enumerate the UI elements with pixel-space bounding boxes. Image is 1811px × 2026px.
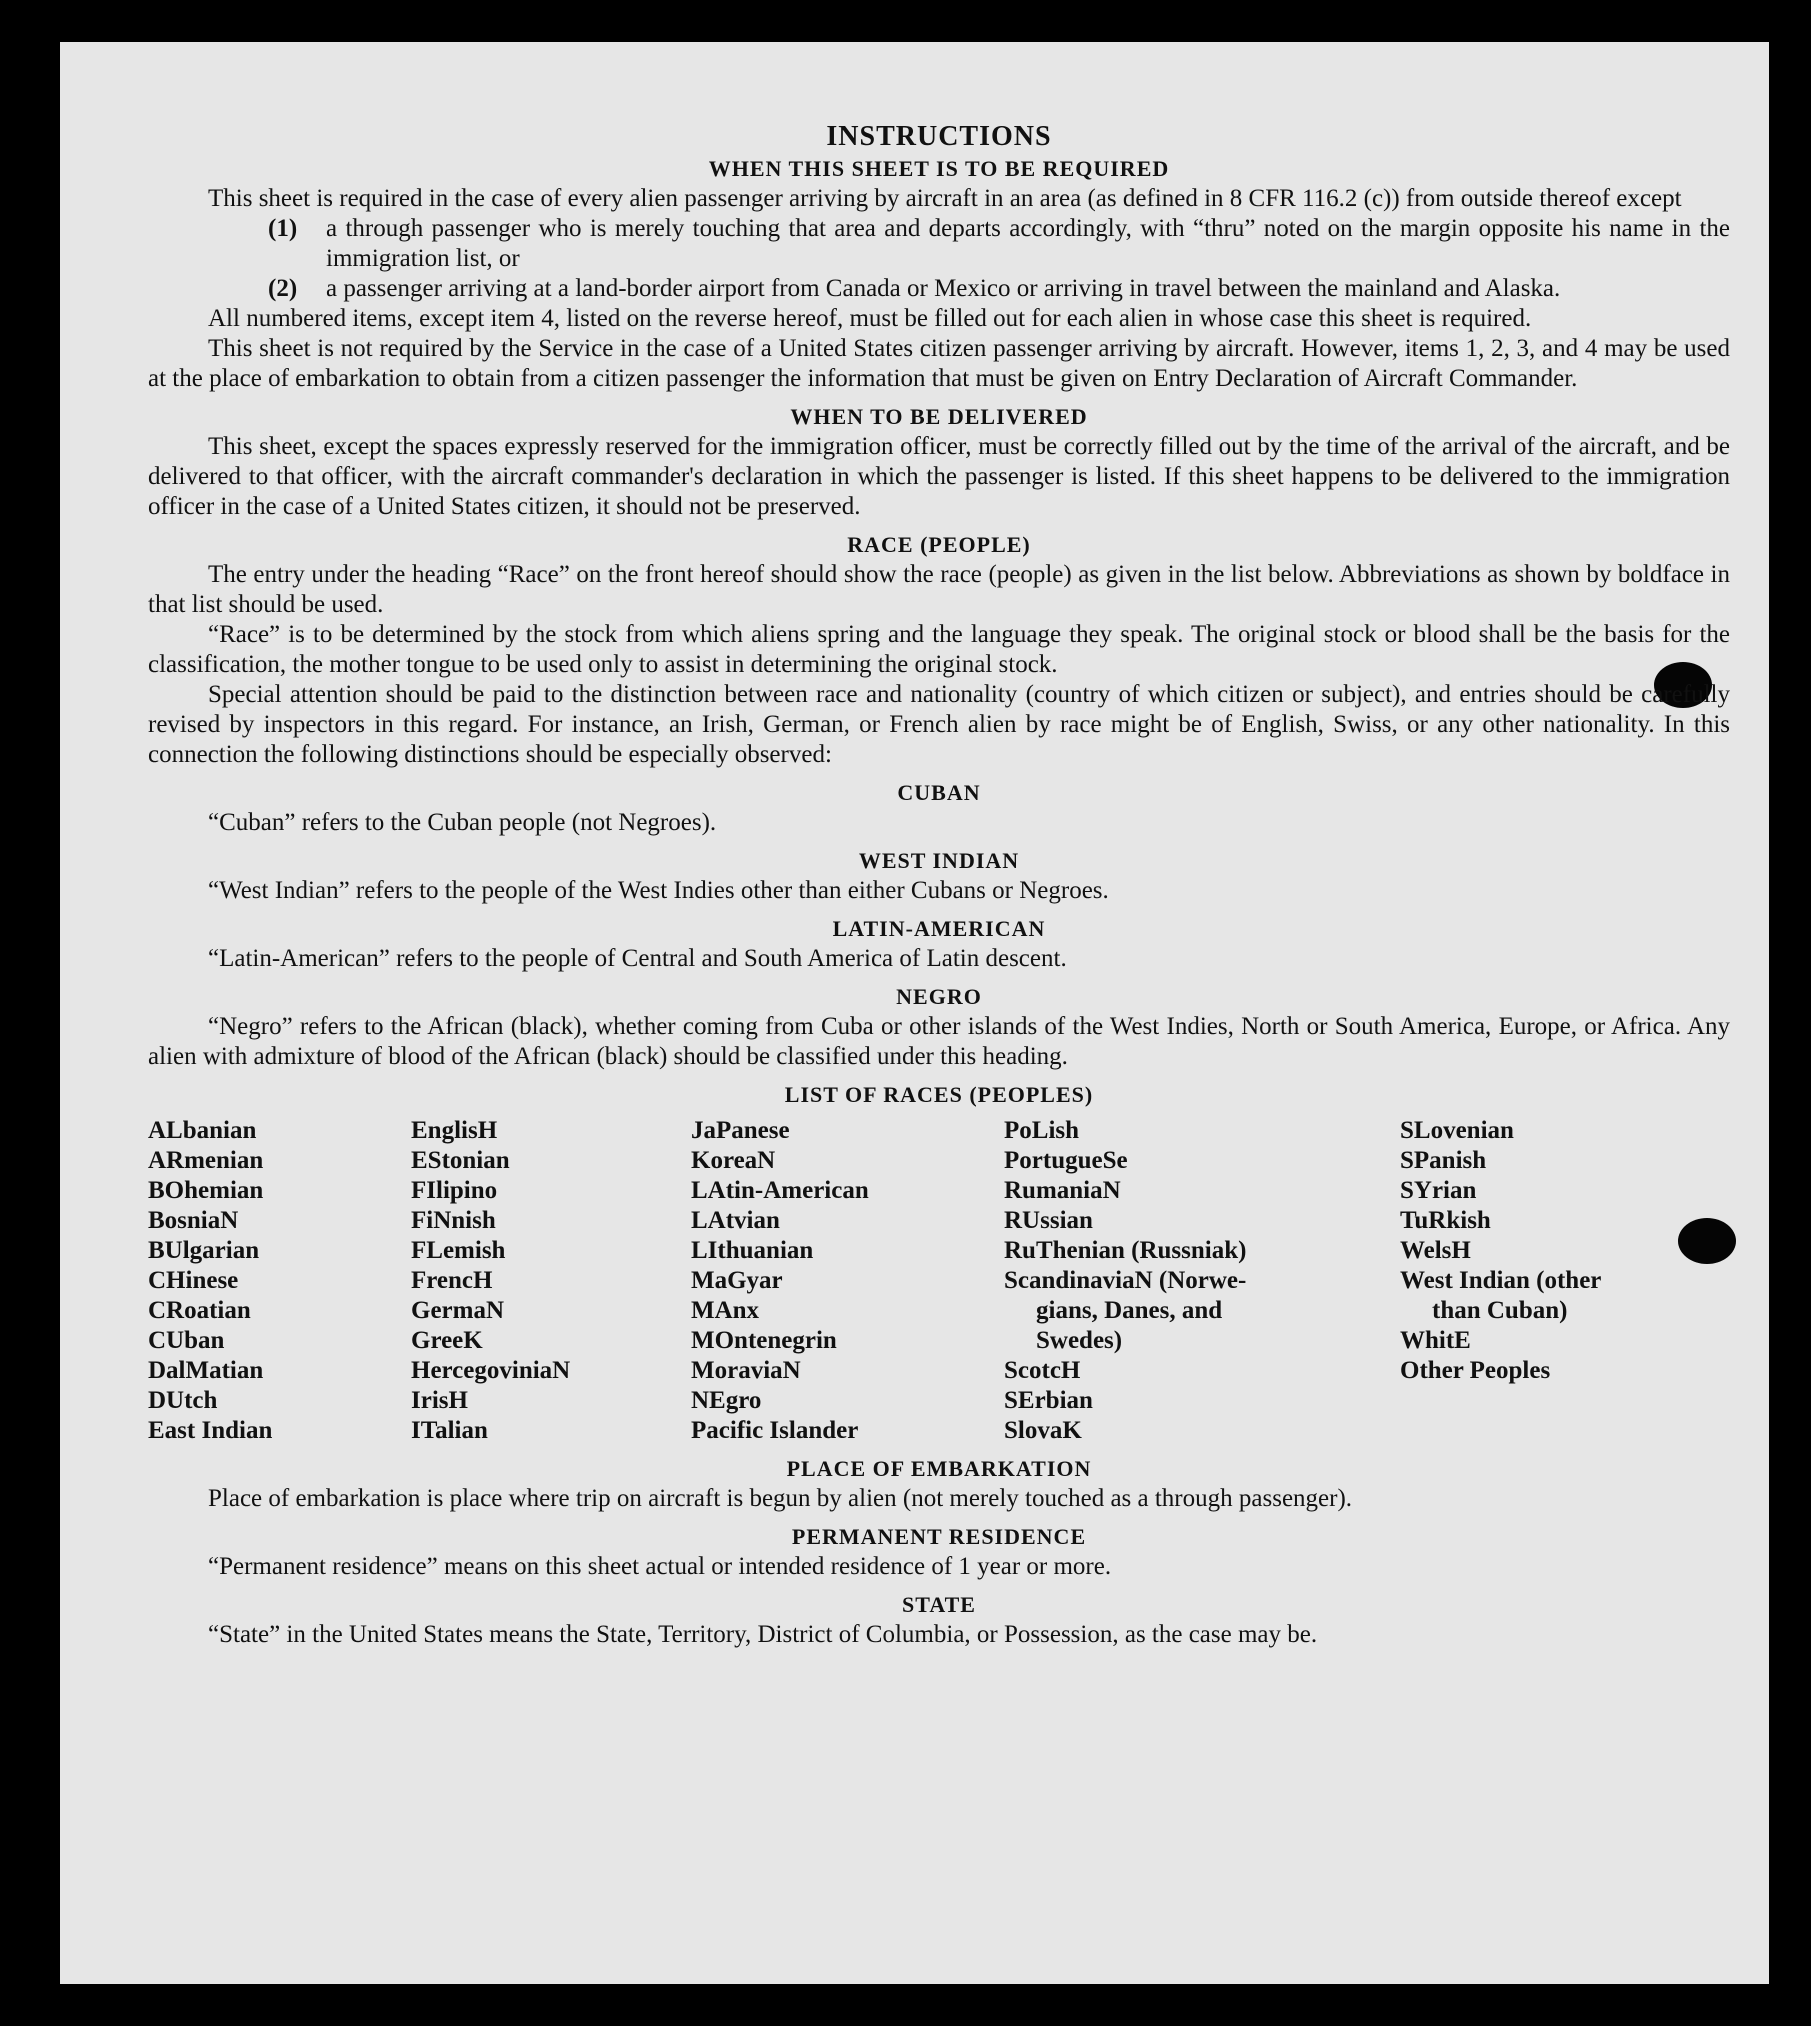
race-entry: BosniaN bbox=[148, 1207, 239, 1234]
definition-heading: CUBAN bbox=[897, 780, 981, 805]
race-entry: LAtvian bbox=[691, 1207, 780, 1234]
section-heading-residence: PERMANENT RESIDENCE bbox=[791, 1524, 1087, 1549]
exception-text: a through passenger who is merely touching that area and departs accordingly, with “thru” noted on the margin opposite his name in the immigration list, or bbox=[326, 215, 1730, 272]
instructions-content bbox=[148, 122, 1730, 1650]
race-paragraph: “Race” is to be determined by the stock from which aliens spring and the language they speak. The original stock or blood shall be the basis for the classification, the mother tongue to be used only to assist in determining the original stock. bbox=[148, 621, 1730, 678]
exception-item bbox=[148, 274, 1730, 304]
races-column bbox=[1004, 1116, 1400, 1446]
section-heading-required: WHEN THIS SHEET IS TO BE REQUIRED bbox=[708, 156, 1170, 181]
race-entry: SYrian bbox=[1400, 1177, 1477, 1204]
section-heading-embarkation: PLACE OF EMBARKATION bbox=[786, 1456, 1092, 1481]
race-entry: GreeK bbox=[411, 1327, 483, 1354]
races-list bbox=[148, 1116, 1730, 1446]
race-entry: RuThenian (Russniak) bbox=[1004, 1237, 1247, 1264]
race-entry: TuRkish bbox=[1400, 1207, 1491, 1234]
race-entry: MOntenegrin bbox=[691, 1327, 837, 1354]
race-entry: EnglisH bbox=[411, 1117, 498, 1144]
definition-heading: LATIN-AMERICAN bbox=[832, 916, 1046, 941]
section-heading-state: STATE bbox=[902, 1592, 976, 1617]
race-entry: CRoatian bbox=[148, 1297, 251, 1324]
race-paragraph: Special attention should be paid to the distinction between race and nationality (country of which citizen or subject), and entries should be carefully revised by inspectors in this regard. For instance, an Irish, German, or French alien by race might be of English, Swiss, or any other nationality. In this connection the following distinctions should be especially observed: bbox=[148, 681, 1730, 768]
race-entry: HercegoviniaN bbox=[411, 1357, 571, 1384]
race-entry: BOhemian bbox=[148, 1177, 264, 1204]
definition-text: “Latin-American” refers to the people of Central and South America of Latin descent. bbox=[208, 945, 1067, 972]
required-paragraph: This sheet is not required by the Service in the case of a United States citizen passenger arriving by aircraft. However, items 1, 2, 3, and 4 may be used at the place of embarkation to obtain from a citizen passenger the information that must be given on Entry Declaration of Aircraft Commander. bbox=[148, 335, 1730, 392]
state-text: “State” in the United States means the State, Territory, District of Columbia, or Possession, as the case may be. bbox=[208, 1621, 1318, 1648]
section-heading-race: RACE (PEOPLE) bbox=[847, 532, 1031, 557]
race-entry: SPanish bbox=[1400, 1147, 1487, 1174]
races-column bbox=[148, 1116, 411, 1446]
race-entry: CUban bbox=[148, 1327, 225, 1354]
race-entry: WhitE bbox=[1400, 1327, 1471, 1354]
race-entry: GermaN bbox=[411, 1297, 505, 1324]
race-entry: ARmenian bbox=[148, 1147, 264, 1174]
section-heading-races-list: LIST OF RACES (PEOPLES) bbox=[784, 1082, 1094, 1107]
race-entry: IrisH bbox=[411, 1387, 468, 1414]
exception-number: (1) bbox=[268, 215, 298, 242]
definition-heading: WEST INDIAN bbox=[858, 848, 1020, 873]
exception-number: (2) bbox=[268, 275, 298, 302]
race-entry: DUtch bbox=[148, 1387, 218, 1414]
race-entry: LIthuanian bbox=[691, 1237, 814, 1264]
race-entry: gians, Danes, and bbox=[1036, 1297, 1223, 1324]
race-entry: West Indian (other bbox=[1400, 1267, 1602, 1294]
race-entry: RUssian bbox=[1004, 1207, 1093, 1234]
race-entry: ALbanian bbox=[148, 1117, 257, 1144]
race-entry: BUlgarian bbox=[148, 1237, 260, 1264]
race-entry: CHinese bbox=[148, 1267, 239, 1294]
definition-heading: NEGRO bbox=[896, 984, 982, 1009]
embarkation-text: Place of embarkation is place where trip on aircraft is begun by alien (not merely touched as a through passenger). bbox=[208, 1485, 1353, 1512]
section-heading-delivered: WHEN TO BE DELIVERED bbox=[790, 404, 1088, 429]
race-entry: SlovaK bbox=[1004, 1417, 1082, 1444]
race-entry: FrencH bbox=[411, 1267, 493, 1294]
race-entry: WelsH bbox=[1400, 1237, 1471, 1264]
race-entry: ScandinaviaN (Norwe- bbox=[1004, 1267, 1247, 1294]
definition-text: “West Indian” refers to the people of the West Indies other than either Cubans or Negroes. bbox=[208, 877, 1109, 904]
page-title: INSTRUCTIONS bbox=[826, 121, 1052, 152]
race-entry: MaGyar bbox=[691, 1267, 783, 1294]
exception-item bbox=[148, 214, 1730, 274]
race-entry: SLovenian bbox=[1400, 1117, 1514, 1144]
race-entry: East Indian bbox=[148, 1417, 273, 1444]
exception-text: a passenger arriving at a land-border airport from Canada or Mexico or arriving in travel between the mainland and Alaska. bbox=[326, 275, 1561, 302]
race-entry: NEgro bbox=[691, 1387, 762, 1414]
race-entry: ScotcH bbox=[1004, 1357, 1081, 1384]
races-column bbox=[691, 1116, 1004, 1446]
race-entry: SErbian bbox=[1004, 1387, 1093, 1414]
races-column bbox=[1400, 1116, 1700, 1446]
race-paragraph: The entry under the heading “Race” on the front hereof should show the race (people) as given in the list below. Abbreviations as shown by boldface in that list should be used. bbox=[148, 561, 1730, 618]
races-column bbox=[411, 1116, 691, 1446]
required-intro: This sheet is required in the case of every alien passenger arriving by aircraft in an area (as defined in 8 CFR 116.2 (c)) from outside thereof except bbox=[208, 185, 1682, 212]
race-entry: EStonian bbox=[411, 1147, 510, 1174]
race-entry: ITalian bbox=[411, 1417, 488, 1444]
race-entry: LAtin-American bbox=[691, 1177, 869, 1204]
required-paragraph: All numbered items, except item 4, listed on the reverse hereof, must be filled out for each alien in whose case this sheet is required. bbox=[208, 305, 1532, 332]
race-entry: FIlipino bbox=[411, 1177, 498, 1204]
race-entry: PortugueSe bbox=[1004, 1147, 1128, 1174]
race-entry: DalMatian bbox=[148, 1357, 264, 1384]
race-entry: KoreaN bbox=[691, 1147, 776, 1174]
race-entry: than Cuban) bbox=[1432, 1297, 1568, 1324]
race-entry: FiNnish bbox=[411, 1207, 496, 1234]
race-entry: MoraviaN bbox=[691, 1357, 801, 1384]
race-entry: RumaniaN bbox=[1004, 1177, 1121, 1204]
definition-text: “Negro” refers to the African (black), whether coming from Cuba or other islands of the West Indies, North or South America, Europe, or Africa. Any alien with admixture of blood of the African (black) should be classified under this heading. bbox=[148, 1013, 1730, 1070]
definition-text: “Cuban” refers to the Cuban people (not Negroes). bbox=[208, 809, 717, 836]
race-entry: PoLish bbox=[1004, 1117, 1080, 1144]
race-entry: Swedes) bbox=[1036, 1327, 1123, 1354]
delivered-text: This sheet, except the spaces expressly reserved for the immigration officer, must be correctly filled out by the time of the arrival of the aircraft, and be delivered to that officer, with the aircraft commander's declaration in which the passenger is listed. If this sheet happens to be delivered to the immigration officer in the case of a United States citizen, it should not be preserved. bbox=[148, 433, 1730, 520]
race-entry: MAnx bbox=[691, 1297, 760, 1324]
race-entry: JaPanese bbox=[691, 1117, 790, 1144]
race-entry: Pacific Islander bbox=[691, 1417, 859, 1444]
residence-text: “Permanent residence” means on this sheet actual or intended residence of 1 year or more. bbox=[208, 1553, 1112, 1580]
race-entry: Other Peoples bbox=[1400, 1357, 1551, 1384]
race-entry: FLemish bbox=[411, 1237, 506, 1264]
